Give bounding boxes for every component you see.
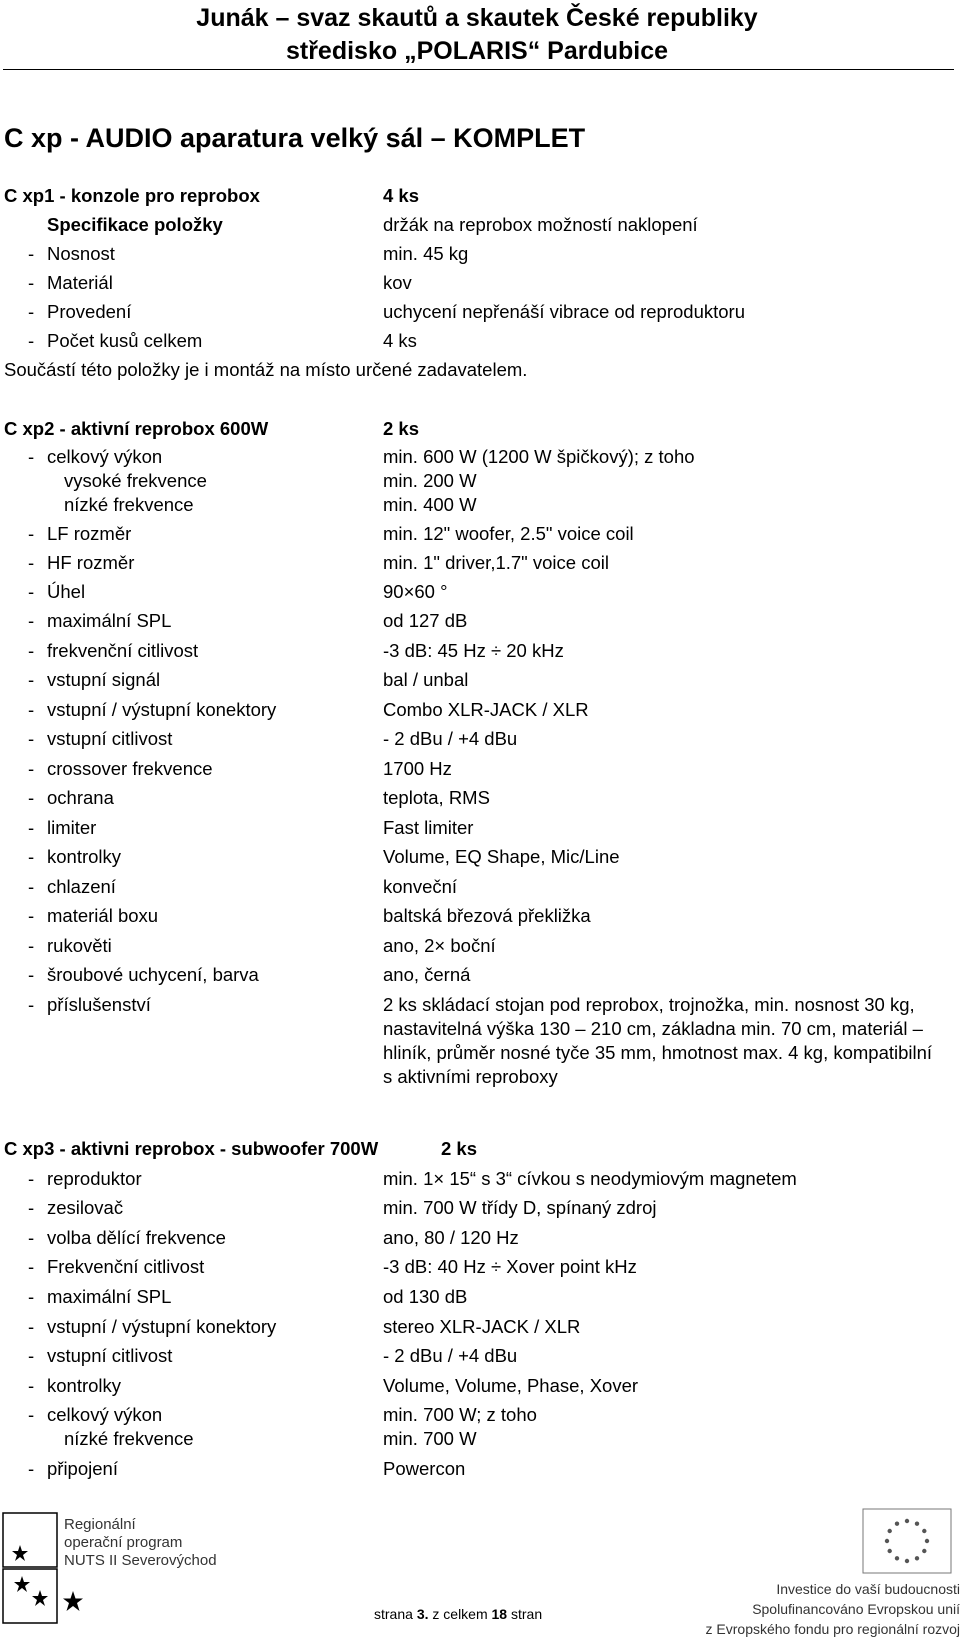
xp3-row-label: Frekvenční citlivost [47, 1256, 205, 1277]
dash: - [28, 699, 35, 720]
xp2-row-label: maximální SPL [47, 610, 172, 631]
dash: - [28, 905, 35, 926]
dash: - [28, 846, 35, 867]
xp1-row-label: Materiál [47, 272, 113, 293]
xp2-row-label: kontrolky [47, 846, 122, 867]
eu-star-icon [888, 1529, 892, 1533]
xp3-row-label: reproduktor [47, 1168, 142, 1189]
dash: - [28, 1168, 35, 1189]
dash: - [28, 1197, 35, 1218]
rop-logo-box-bottom [3, 1569, 57, 1623]
xp2-row-value: bal / unbal [383, 669, 469, 690]
xp2-row-label: Úhel [47, 581, 86, 602]
dash: - [28, 728, 35, 749]
xp2-high-label: vysoké frekvence [64, 470, 207, 491]
item-xp2-qty: 2 ks [383, 418, 420, 439]
xp2-high-value: min. 200 W [383, 470, 477, 491]
dash: - [28, 581, 35, 602]
xp2-row-value: Volume, EQ Shape, Mic/Line [383, 846, 620, 867]
xp3-row-value: od 130 dB [383, 1286, 468, 1307]
xp2-acc-value: 2 ks skládací stojan pod reprobox, trojnožka, min. nosnost 30 kg, nastavitelná výška 130 – 210 cm, základna min. 70 cm, materiál – hliník, průměr nosné tyče 35 mm, hmotnost max. 4 kg, kompatibilní s aktivními reproboxy [383, 994, 933, 1087]
xp3-power-label: celkový výkon [47, 1404, 163, 1425]
dash: - [28, 1404, 35, 1425]
dash: - [28, 1286, 35, 1307]
xp2-acc-label: příslušenství [47, 994, 151, 1015]
page-suffix: stran [510, 1606, 543, 1622]
item-xp1-name: C xp1 - konzole pro reprobox [4, 185, 260, 206]
dash: - [28, 1227, 35, 1248]
star-icon [32, 1590, 48, 1606]
xp1-row-label: Provedení [47, 301, 132, 322]
item-xp3-qty: 2 ks [441, 1138, 478, 1159]
xp2-row-value: od 127 dB [383, 610, 468, 631]
xp1-row-value: 4 ks [383, 330, 417, 351]
dash: - [28, 610, 35, 631]
page-mid: z celkem [432, 1606, 488, 1622]
xp2-row-value: 90×60 ° [383, 581, 448, 602]
xp2-row-value: Fast limiter [383, 817, 474, 838]
dash: - [28, 787, 35, 808]
xp3-row-value: min. 1× 15“ s 3“ cívkou s neodymiovým magnetem [383, 1168, 797, 1189]
dash: - [28, 994, 35, 1015]
xp2-row-label: rukověti [47, 935, 112, 956]
xp3-low-value: min. 700 W [383, 1428, 477, 1449]
xp2-low-value: min. 400 W [383, 494, 477, 515]
xp2-power-value: min. 600 W (1200 W špičkový); z toho [383, 446, 695, 467]
xp3-row-label: maximální SPL [47, 1286, 172, 1307]
dash: - [28, 1316, 35, 1337]
xp3-row-label: volba dělící frekvence [47, 1227, 226, 1248]
xp2-row-label: chlazení [47, 876, 116, 897]
xp1-row-label: Nosnost [47, 243, 115, 264]
dash: - [28, 758, 35, 779]
dash: - [28, 935, 35, 956]
eu-star-icon [925, 1539, 929, 1543]
rop-logo [2, 1512, 62, 1626]
xp3-row-value: Volume, Volume, Phase, Xover [383, 1375, 639, 1396]
page-number [374, 1606, 542, 1622]
rop-logo-text [64, 1516, 217, 1570]
xp3-low-label: nízké frekvence [64, 1428, 194, 1449]
rop-line: operační program [64, 1534, 183, 1551]
document-title: C xp - AUDIO aparatura velký sál – KOMPLET [4, 123, 586, 153]
dash: - [28, 552, 35, 573]
xp2-row-value: min. 12" woofer, 2.5" voice coil [383, 523, 634, 544]
page-total: 18 [491, 1606, 508, 1622]
header-organization: Junák – svaz skautů a skautek České republiky [196, 4, 758, 32]
dash: - [28, 1458, 35, 1479]
xp2-row-value: konveční [383, 876, 458, 897]
xp3-row-label: vstupní citlivost [47, 1345, 173, 1366]
xp2-row-label: frekvenční citlivost [47, 640, 199, 661]
xp1-row-value: uchycení nepřenáší vibrace od reproduktoru [383, 301, 745, 322]
xp2-row-label: HF rozměr [47, 552, 135, 573]
item-xp1-qty: 4 ks [383, 185, 420, 206]
xp2-row-label: vstupní citlivost [47, 728, 173, 749]
xp2-row-label: vstupní signál [47, 669, 161, 690]
eu-star-icon [895, 1556, 899, 1560]
dash: - [28, 1375, 35, 1396]
xp3-row-value: - 2 dBu / +4 dBu [383, 1345, 518, 1366]
dash: - [28, 243, 35, 264]
star-icon [12, 1545, 28, 1561]
dash: - [28, 272, 35, 293]
dash: - [28, 1256, 35, 1277]
eu-star-icon [922, 1549, 926, 1553]
dash: - [28, 446, 35, 467]
eu-star-icon [905, 1559, 909, 1563]
xp3-row-value: min. 700 W třídy D, spínaný zdroj [383, 1197, 657, 1218]
dash: - [28, 1345, 35, 1366]
dash: - [28, 301, 35, 322]
xp3-conn-value: Powercon [383, 1458, 466, 1479]
rop-logo-box-top [3, 1513, 57, 1567]
eu-line: Investice do vaší budoucnosti [776, 1581, 960, 1597]
xp2-row-value: min. 1" driver,1.7" voice coil [383, 552, 609, 573]
item-xp2-name: C xp2 - aktivní reprobox 600W [4, 418, 269, 439]
xp1-row-value: kov [383, 272, 412, 293]
xp2-row-label: LF rozměr [47, 523, 132, 544]
item-xp3-name: C xp3 - aktivni reprobox - subwoofer 700W [4, 1138, 379, 1159]
xp1-note: Součástí této položky je i montáž na místo určené zadavatelem. [4, 359, 528, 380]
xp2-row-value: baltská březová překližka [383, 905, 591, 926]
xp2-row-value: -3 dB: 45 Hz ÷ 20 kHz [383, 640, 564, 661]
xp2-row-value: ano, černá [383, 964, 471, 985]
eu-line: z Evropského fondu pro regionální rozvoj [705, 1621, 960, 1637]
xp3-row-label: vstupní / výstupní konektory [47, 1316, 277, 1337]
xp2-row-value: ano, 2× boční [383, 935, 496, 956]
xp2-row-label: ochrana [47, 787, 114, 808]
dash: - [28, 330, 35, 351]
xp1-row-value: min. 45 kg [383, 243, 469, 264]
eu-text [690, 1579, 960, 1639]
spec-value: držák na reprobox možností naklopení [383, 214, 698, 235]
xp3-row-label: zesilovač [47, 1197, 124, 1218]
xp1-row-label: Počet kusů celkem [47, 330, 203, 351]
eu-star-icon [888, 1549, 892, 1553]
eu-star-icon [922, 1529, 926, 1533]
xp2-row-value: Combo XLR-JACK / XLR [383, 699, 589, 720]
xp3-conn-label: připojení [47, 1458, 118, 1479]
xp2-row-label: vstupní / výstupní konektory [47, 699, 277, 720]
star-icon [58, 1588, 88, 1618]
dash: - [28, 876, 35, 897]
header-divider [3, 69, 954, 70]
xp2-row-label: crossover frekvence [47, 758, 213, 779]
eu-flag-icon [862, 1508, 952, 1574]
xp3-row-value: ano, 80 / 120 Hz [383, 1227, 519, 1248]
xp2-row-label: limiter [47, 817, 97, 838]
xp3-power-value: min. 700 W; z toho [383, 1404, 537, 1425]
xp2-row-value: teplota, RMS [383, 787, 490, 808]
spec-label: Specifikace položky [47, 214, 223, 235]
star-icon [14, 1576, 30, 1592]
header-center: středisko „POLARIS“ Pardubice [285, 37, 669, 65]
dash: - [28, 817, 35, 838]
page-current: 3. [416, 1606, 429, 1622]
xp3-row-label: kontrolky [47, 1375, 122, 1396]
xp2-power-label: celkový výkon [47, 446, 163, 467]
dash: - [28, 640, 35, 661]
eu-star-icon [895, 1522, 899, 1526]
xp2-row-label: materiál boxu [47, 905, 159, 926]
rop-line: Regionální [64, 1516, 136, 1533]
dash: - [28, 669, 35, 690]
rop-line: NUTS II Severovýchod [64, 1552, 217, 1569]
xp2-row-value: 1700 Hz [383, 758, 452, 779]
eu-star-icon [905, 1519, 909, 1523]
dash: - [28, 523, 35, 544]
eu-star-icon [915, 1556, 919, 1560]
xp3-row-value: stereo XLR-JACK / XLR [383, 1316, 581, 1337]
xp2-low-label: nízké frekvence [64, 494, 194, 515]
dash: - [28, 964, 35, 985]
xp3-row-value: -3 dB: 40 Hz ÷ Xover point kHz [383, 1256, 637, 1277]
eu-star-icon [915, 1522, 919, 1526]
eu-star-icon [885, 1539, 889, 1543]
page-prefix: strana [374, 1606, 413, 1622]
eu-line: Spolufinancováno Evropskou unií [752, 1601, 960, 1617]
xp2-row-label: šroubové uchycení, barva [47, 964, 259, 985]
xp2-row-value: - 2 dBu / +4 dBu [383, 728, 518, 749]
